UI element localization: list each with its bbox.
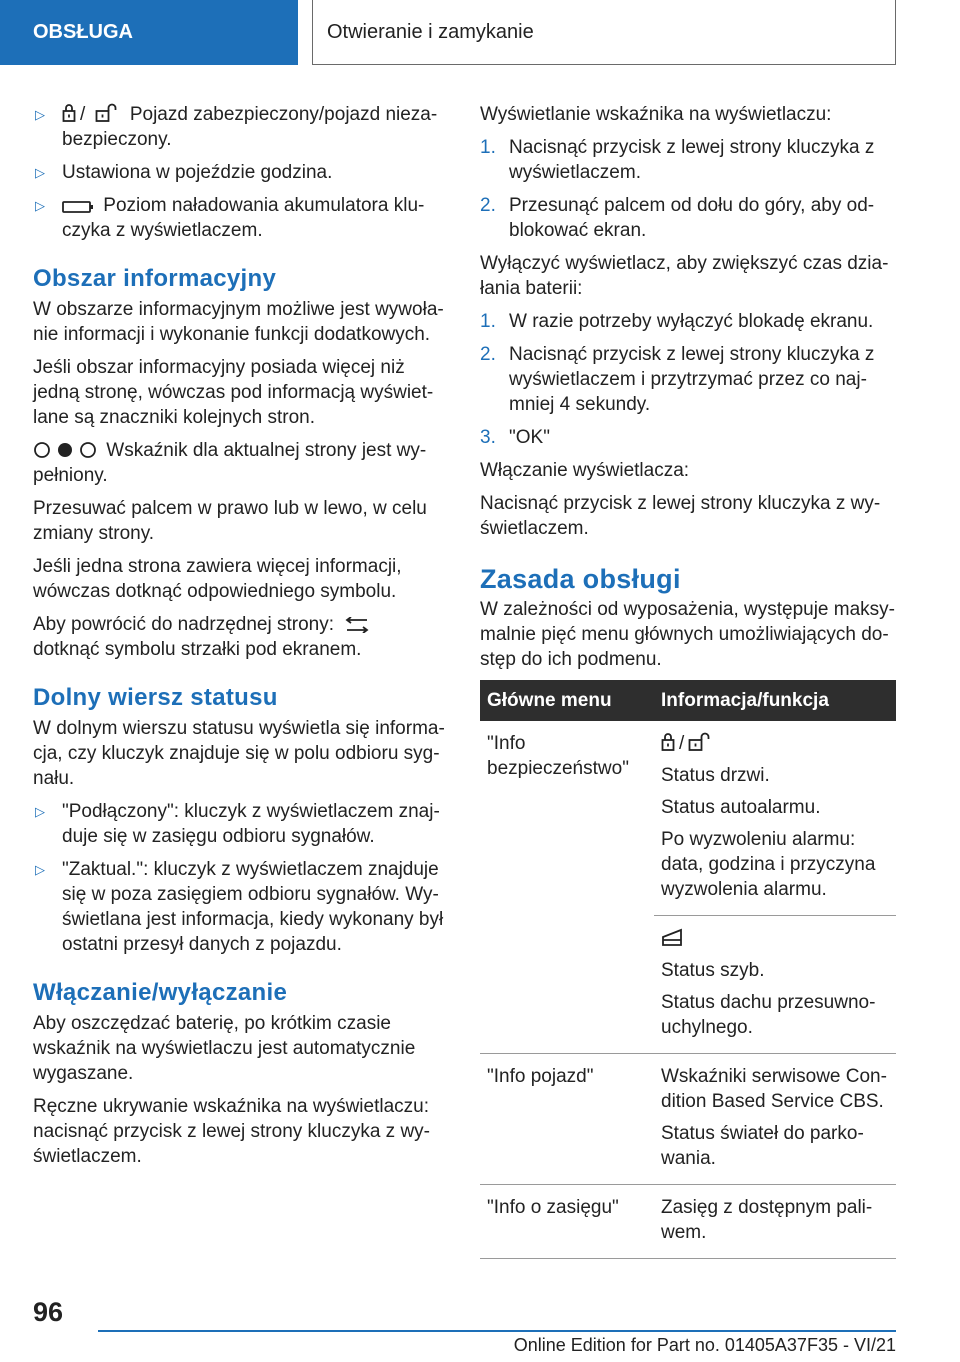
step-number: 3. <box>480 427 496 448</box>
slash: / <box>80 104 86 125</box>
cell-text: Status dachu przesuwno-uchylnego. <box>661 992 876 1038</box>
lock-open-icon <box>688 732 714 752</box>
list-item <box>480 309 896 334</box>
cell-text: Po wyzwoleniu alarmu: data, godzina i przyczyna wyzwolenia alarmu. <box>661 829 876 900</box>
cell-icons <box>661 731 889 756</box>
edition-note: Online Edition for Part no. 01405A37F35 - VI/21 <box>513 1335 896 1355</box>
lock-open-icon <box>95 103 121 123</box>
column-header: Informacja/funkcja <box>654 680 896 721</box>
cell-text: Status drzwi. <box>661 765 770 786</box>
slash: / <box>679 733 685 754</box>
list-item <box>33 102 445 152</box>
footer-divider <box>98 1330 896 1332</box>
cell-text: Status świateł do parko-wania. <box>661 1123 864 1169</box>
list-item <box>480 342 896 417</box>
column-header: Główne menu <box>480 680 654 721</box>
list-item <box>33 799 445 849</box>
list-item <box>480 193 896 243</box>
list-item-text: "Podłączony": kluczyk z wyświetlaczem znaj-duje się w zasięgu odbioru sygnałów. <box>62 801 440 847</box>
paragraph-text: Wskaźnik dla aktualnej strony jest wy-pełniony. <box>33 440 427 486</box>
paragraph <box>33 438 445 488</box>
table-cell <box>654 916 896 1054</box>
step-number: 1. <box>480 137 496 158</box>
triangle-bullet-icon: ▷ <box>35 107 45 122</box>
table-cell: "Info o zasięgu" <box>480 1185 654 1259</box>
table-row <box>480 721 896 916</box>
paragraph: W zależności od wyposażenia, występuje maksy-malnie pięć menu głównych umożliwiających do-stęp do ich podmenu. <box>480 599 896 670</box>
lock-closed-icon <box>661 732 675 752</box>
cell-text: Status szyb. <box>661 960 765 981</box>
paragraph: W dolnym wierszu statusu wyświetla się informa-cja, czy kluczyk znajduje się w polu odbioru syg-nału. <box>33 718 445 789</box>
cell-text: Zasięg z dostępnym pali-wem. <box>661 1197 873 1243</box>
list-item-text: "Zaktual.": kluczyk z wyświetlaczem znajduje się w poza zasięgiem odbioru sygnałów. Wy-świetlana jest informacja, kiedy wykonany był ostatni przesył danych z pojazdu. <box>62 859 444 955</box>
chapter-title: Otwieranie i zamykanie <box>312 0 896 65</box>
list-item-text: "OK" <box>509 427 550 448</box>
paragraph <box>33 612 445 662</box>
list-item-text: Nacisnąć przycisk z lewej strony kluczyka z wyświetlaczem. <box>509 137 875 183</box>
table-cell <box>654 1054 896 1185</box>
list-item <box>33 160 445 185</box>
right-column <box>480 102 896 1259</box>
triangle-bullet-icon: ▷ <box>35 165 45 180</box>
lock-closed-icon <box>62 103 76 123</box>
paragraph: Aby oszczędzać baterię, po krótkim czasie wskaźnik na wyświetlaczu jest automatycznie wygaszane. <box>33 1013 416 1084</box>
list-item <box>480 425 896 450</box>
table-header-row <box>480 680 896 721</box>
battery-icon <box>62 200 94 214</box>
list-item-text: Przesunąć palcem od dołu do góry, aby od-blokować ekran. <box>509 195 875 241</box>
list-item-text: Ustawiona w pojeździe godzina. <box>62 162 333 183</box>
list-item <box>33 857 445 957</box>
paragraph: Włączanie wyświetlacza: <box>480 460 690 481</box>
table-cell <box>654 1185 896 1259</box>
paragraph: Ręczne ukrywanie wskaźnika na wyświetlaczu: nacisnąć przycisk z lewej strony kluczyka z wy-świetlaczem. <box>33 1096 430 1167</box>
menu-table <box>480 680 896 1259</box>
heading-on-off: Włączanie/wyłączanie <box>33 979 288 1006</box>
cell-icons <box>661 926 889 951</box>
back-arrow-icon <box>343 617 371 633</box>
table-cell: "Info pojazd" <box>480 1054 654 1185</box>
paragraph: Wyświetlanie wskaźnika na wyświetlaczu: <box>480 104 832 125</box>
paragraph-text: dotknąć symbolu strzałki pod ekranem. <box>33 639 362 660</box>
heading-info-area: Obszar informacyjny <box>33 265 277 292</box>
paragraph: Wyłączyć wyświetlacz, aby zwiększyć czas dzia-łania baterii: <box>480 253 889 299</box>
list-item <box>480 135 896 185</box>
cell-text: Wskaźniki serwisowe Con-dition Based Service CBS. <box>661 1066 887 1112</box>
triangle-bullet-icon: ▷ <box>35 198 45 213</box>
page-number: 96 <box>33 1297 64 1327</box>
triangle-bullet-icon: ▷ <box>35 804 45 819</box>
cell-text: Status autoalarmu. <box>661 797 821 818</box>
list-item-text: W razie potrzeby wyłączyć blokadę ekranu. <box>509 311 874 332</box>
triangle-bullet-icon: ▷ <box>35 862 45 877</box>
page-dots-icon <box>33 441 97 459</box>
table-row <box>480 1054 896 1185</box>
section-tab: OBSŁUGA <box>0 0 298 65</box>
paragraph-text: Aby powrócić do nadrzędnej strony: <box>33 614 334 635</box>
list-item-text: Nacisnąć przycisk z lewej strony kluczyka z wyświetlaczem i przytrzymać przez co naj-mniej 4 sekundy. <box>509 344 875 415</box>
car-window-icon <box>661 927 685 947</box>
paragraph: Nacisnąć przycisk z lewej strony kluczyka z wy-świetlaczem. <box>480 493 881 539</box>
step-number: 1. <box>480 311 496 332</box>
paragraph: W obszarze informacyjnym możliwe jest wywoła-nie informacji i wykonanie funkcji dodatkowych. <box>33 299 444 345</box>
heading-status-line: Dolny wiersz statusu <box>33 684 278 711</box>
list-item-text: Pojazd zabezpieczony/pojazd nieza-bezpieczony. <box>62 104 438 150</box>
step-number: 2. <box>480 195 496 216</box>
paragraph: Jeśli jedna strona zawiera więcej informacji, wówczas dotknąć odpowiedniego symbolu. <box>33 556 402 602</box>
table-row <box>480 1185 896 1259</box>
paragraph: Jeśli obszar informacyjny posiada więcej niż jedną stronę, wówczas pod informacją wyświet-lane są znaczniki kolejnych stron. <box>33 357 434 428</box>
list-item-text: Poziom naładowania akumulatora klu-czyka z wyświetlaczem. <box>62 195 425 241</box>
left-column <box>33 102 445 1177</box>
heading-operating-principle: Zasada obsługi <box>480 564 681 594</box>
paragraph: Przesuwać palcem w prawo lub w lewo, w celu zmiany strony. <box>33 498 427 544</box>
list-item <box>33 193 445 243</box>
table-cell: "Info bezpieczeństwo" <box>480 721 654 1054</box>
table-cell <box>654 721 896 916</box>
step-number: 2. <box>480 344 496 365</box>
